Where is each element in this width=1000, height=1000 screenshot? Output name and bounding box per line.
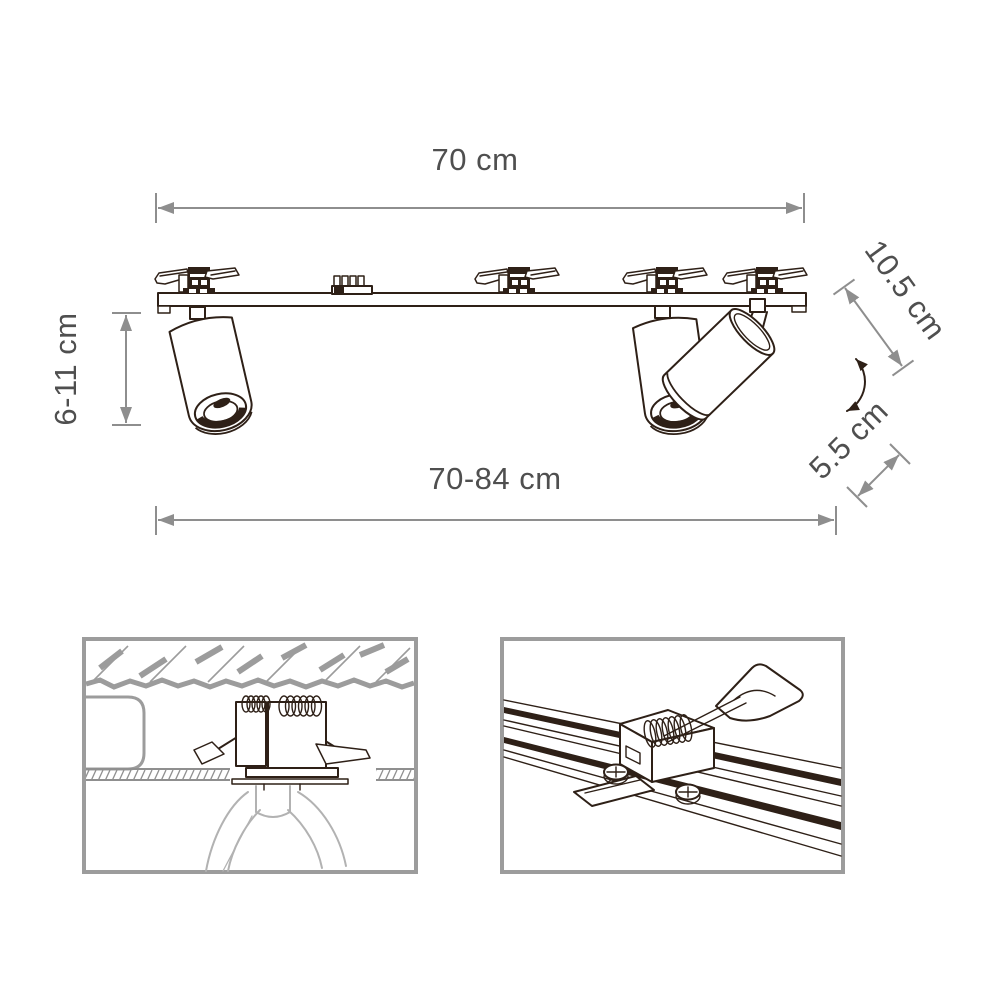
dim-height-label: 6-11 cm <box>48 312 83 426</box>
rail-end-tab-right <box>792 306 806 312</box>
dim-spot-diameter-label: 5.5 cm <box>802 393 895 486</box>
fixture <box>155 267 865 440</box>
fixture-rail <box>158 293 806 306</box>
spring-clip-4 <box>723 267 807 294</box>
dim-height <box>48 312 141 425</box>
spring-clip-2 <box>475 267 559 294</box>
dim-spot-diameter <box>802 393 910 507</box>
dim-bottom-width <box>156 461 836 535</box>
dim-tick <box>893 360 914 375</box>
wire-connector <box>332 276 372 294</box>
dim-arrow-line <box>858 455 899 496</box>
dim-spot-length <box>834 234 954 376</box>
dim-tick <box>834 279 855 294</box>
spring-clip-1 <box>155 267 239 294</box>
spring-clip-3 <box>623 267 707 294</box>
dim-spot-length-label: 10.5 cm <box>857 233 954 347</box>
inset-rail-clip <box>502 639 843 872</box>
dim-top-width-label: 70 cm <box>431 142 519 177</box>
spotlight-1 <box>168 307 256 440</box>
dim-top-width <box>156 142 804 223</box>
dim-bottom-width-label: 70-84 cm <box>428 461 562 496</box>
rail-end-tab-left <box>158 306 170 313</box>
inset-recessed-mounting <box>84 639 416 872</box>
